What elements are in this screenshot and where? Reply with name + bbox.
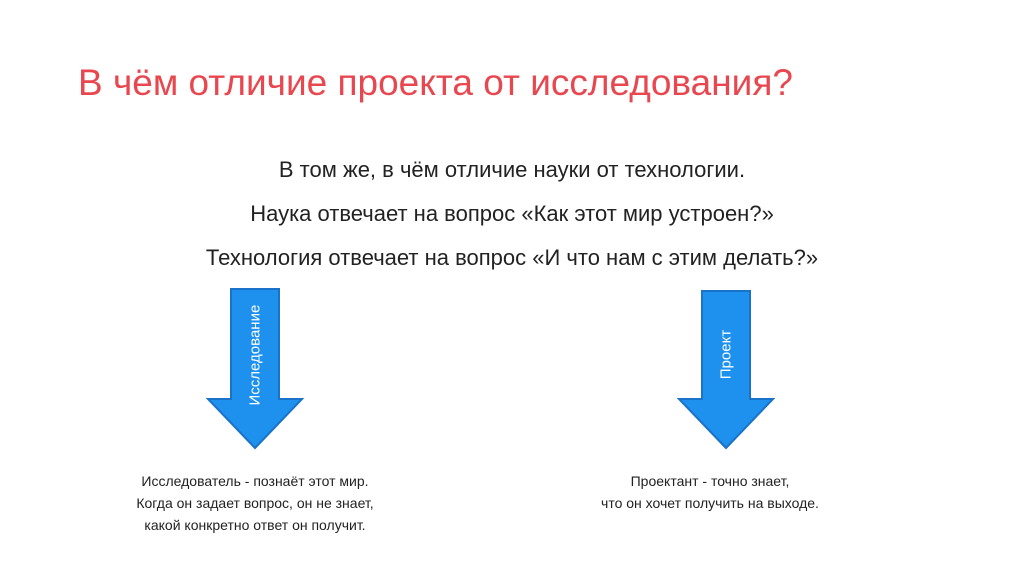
caption-line: Проектант - точно знает,: [630, 473, 790, 489]
research-caption: [80, 470, 430, 536]
subtitle-line: Наука отвечает на вопрос «Как этот мир устроен?»: [250, 201, 774, 226]
project-arrow-label: Проект: [717, 329, 735, 380]
project-arrow: [676, 289, 776, 451]
subtitle-block: [0, 148, 1024, 280]
caption-line: Когда он задает вопрос, он не знает,: [136, 495, 374, 511]
caption-line: какой конкретно ответ он получит.: [144, 517, 366, 533]
research-arrow-label: Исследование: [246, 304, 264, 406]
subtitle-line: В том же, в чём отличие науки от технологии.: [278, 157, 746, 182]
caption-line: Исследователь - познаёт этот мир.: [141, 473, 369, 489]
slide-title: В чём отличие проекта от исследования?: [78, 62, 793, 103]
subtitle-line: Технология отвечает на вопрос «И что нам с этим делать?»: [205, 245, 819, 270]
project-caption: [560, 470, 860, 514]
research-arrow: [205, 287, 305, 451]
caption-line: что он хочет получить на выходе.: [601, 495, 819, 511]
